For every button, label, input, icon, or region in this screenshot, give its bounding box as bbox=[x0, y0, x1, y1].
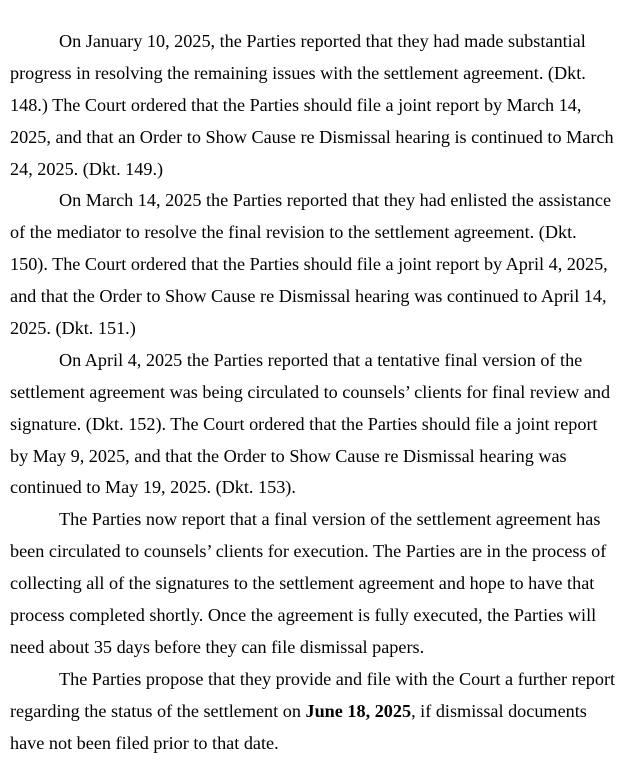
text-line: and that the Order to Show Cause re Dismissal hearing was continued to April 14, bbox=[10, 286, 607, 307]
paragraph-march-report bbox=[10, 185, 634, 344]
paragraph-proposal bbox=[10, 664, 634, 760]
text-line: 148.) The Court ordered that the Parties should file a joint report by March 14, bbox=[10, 94, 582, 115]
paragraph-current-status bbox=[10, 504, 634, 663]
text-line: The Parties propose that they provide and file with the Court a further report bbox=[59, 668, 616, 689]
text-segment: , if dismissal documents bbox=[411, 700, 587, 721]
text-line: The Parties now report that a final version of the settlement agreement has bbox=[59, 509, 601, 530]
text-line: signature. (Dkt. 152). The Court ordered that the Parties should file a joint report bbox=[10, 413, 598, 434]
text-line: On April 4, 2025 the Parties reported that a tentative final version of the bbox=[59, 349, 583, 370]
proposed-report-date: June 18, 2025 bbox=[305, 700, 412, 721]
text-line: continued to May 19, 2025. (Dkt. 153). bbox=[10, 477, 296, 498]
text-segment: regarding the status of the settlement on bbox=[10, 700, 306, 721]
text-line: been circulated to counsels’ clients for execution. The Parties are in the process of bbox=[10, 541, 607, 562]
text-line: have not been filed prior to that date. bbox=[10, 732, 279, 753]
text-line: progress in resolving the remaining issues with the settlement agreement. (Dkt. bbox=[10, 62, 586, 83]
text-line: 24, 2025. (Dkt. 149.) bbox=[10, 158, 164, 179]
text-line: 2025, and that an Order to Show Cause re Dismissal hearing is continued to March bbox=[10, 126, 614, 147]
text-line: 150). The Court ordered that the Parties should file a joint report by April 4, 2025, bbox=[10, 254, 608, 275]
document-body bbox=[10, 26, 634, 759]
text-line: On January 10, 2025, the Parties reported that they had made substantial bbox=[59, 31, 586, 51]
text-line: by May 9, 2025, and that the Order to Show Cause re Dismissal hearing was bbox=[10, 445, 567, 466]
text-line: need about 35 days before they can file dismissal papers. bbox=[10, 636, 425, 657]
paragraph-april-report bbox=[10, 345, 634, 504]
text-line: process completed shortly. Once the agreement is fully executed, the Parties will bbox=[10, 605, 597, 626]
text-line: 2025. (Dkt. 151.) bbox=[10, 318, 136, 339]
paragraph-january-report bbox=[10, 26, 634, 185]
text-line: collecting all of the signatures to the settlement agreement and hope to have that bbox=[10, 573, 595, 594]
text-line: of the mediator to resolve the final revision to the settlement agreement. (Dkt. bbox=[10, 222, 577, 243]
text-line: settlement agreement was being circulated to counsels’ clients for final review and bbox=[10, 381, 611, 402]
text-line: On March 14, 2025 the Parties reported that they had enlisted the assistance bbox=[59, 190, 612, 211]
text-line-with-date bbox=[10, 696, 634, 728]
